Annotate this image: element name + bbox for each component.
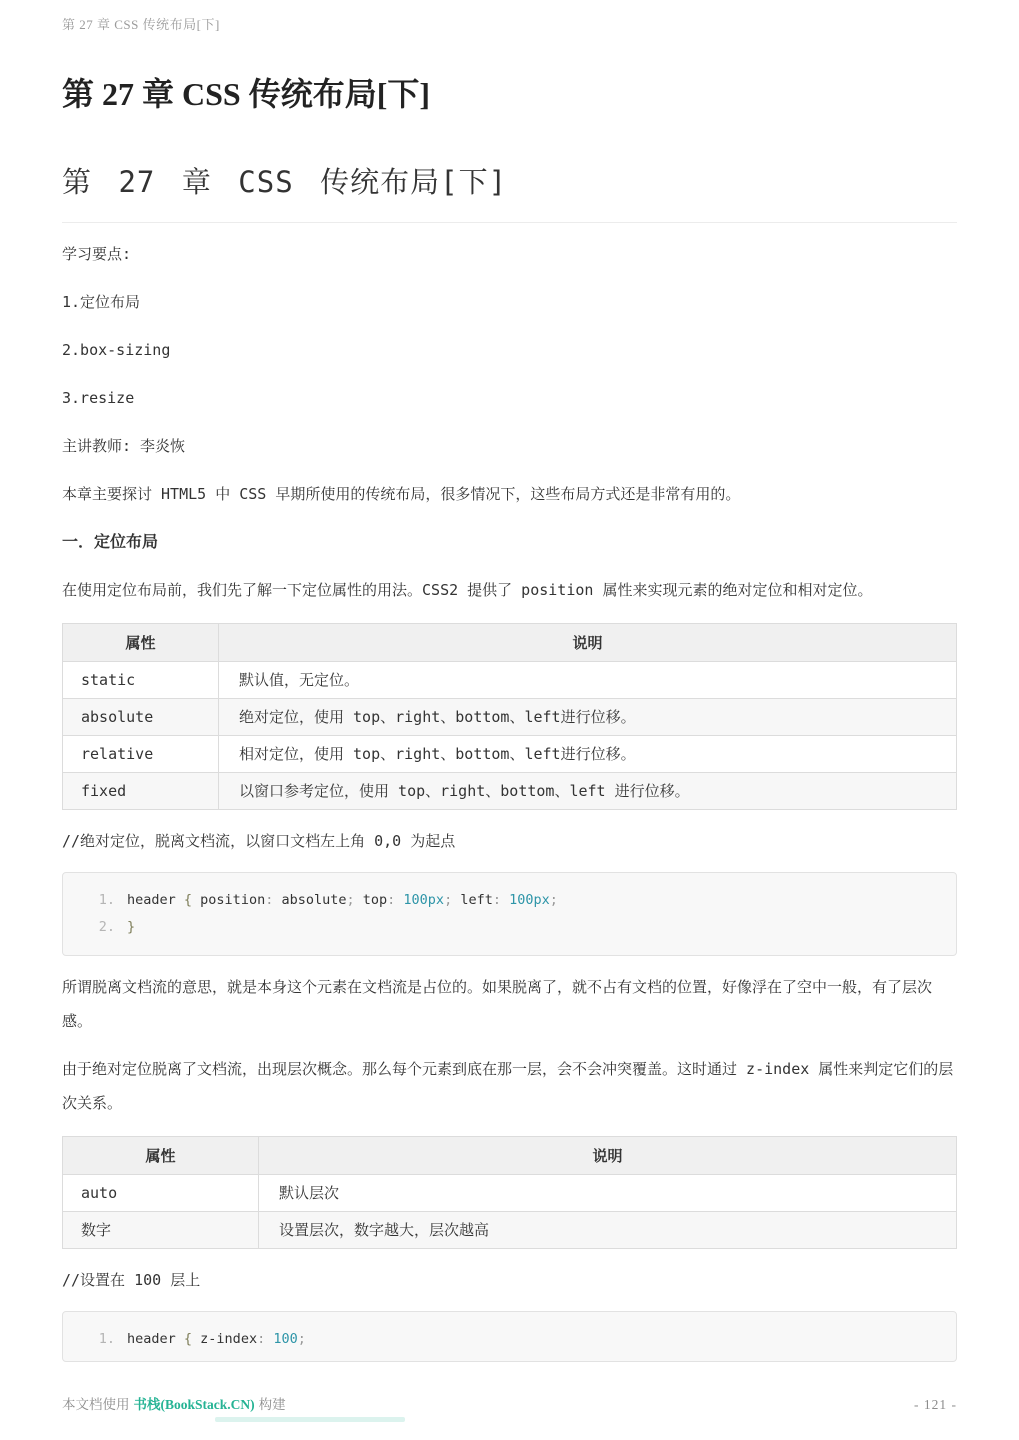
property-description: 默认值，无定位。	[219, 662, 957, 699]
property-value: 数字	[63, 1212, 259, 1249]
property-description: 绝对定位，使用 top、right、bottom、left进行位移。	[219, 699, 957, 736]
position-properties-table	[62, 623, 957, 810]
chapter-title-mono: 第 27 章 CSS 传统布局[下]	[62, 162, 957, 223]
footer-prefix: 本文档使用	[62, 1397, 130, 1412]
paragraph-zindex-intro: 由于绝对定位脱离了文档流，出现层次概念。那么每个元素到底在那一层，会不会冲突覆盖。这时通过 z-index 属性来判定它们的层次关系。	[62, 1060, 954, 1113]
table-row	[63, 699, 957, 736]
table-row	[63, 1175, 957, 1212]
footer-build-note	[62, 1393, 286, 1413]
property-value: auto	[63, 1175, 259, 1212]
line-number: 2.	[98, 919, 115, 936]
paragraph-document-flow: 所谓脱离文档流的意思，就是本身这个元素在文档流是占位的。如果脱离了，就不占有文档的位置，好像浮在了空中一般，有了层次感。	[62, 978, 933, 1031]
code-block-absolute-position	[62, 872, 957, 956]
section-heading-positioning: 一．定位布局	[62, 532, 159, 552]
teacher-line: 主讲教师: 李炎恢	[62, 437, 186, 456]
study-point-1: 1.定位布局	[62, 293, 141, 312]
property-description: 设置层次，数字越大，层次越高	[259, 1212, 957, 1249]
table-row	[63, 736, 957, 773]
zindex-values-table	[62, 1136, 957, 1249]
property-value: absolute	[63, 699, 219, 736]
table-header-row	[63, 624, 957, 662]
property-description: 相对定位，使用 top、right、bottom、left进行位移。	[219, 736, 957, 773]
property-value: static	[63, 662, 219, 699]
line-number: 1.	[98, 892, 115, 909]
code-comment-zindex: //设置在 100 层上	[62, 1271, 201, 1290]
table-row	[63, 773, 957, 810]
study-points-label: 学习要点:	[62, 245, 132, 264]
code-line: 1. header { position: absolute; top: 100px; left: 100px;	[91, 887, 932, 914]
column-header-property: 属性	[63, 624, 219, 662]
table-row	[63, 662, 957, 699]
property-description: 以窗口参考定位，使用 top、right、bottom、left 进行位移。	[219, 773, 957, 810]
bookstack-link[interactable]: 书栈(BookStack.CN)	[133, 1397, 255, 1412]
column-header-description: 说明	[259, 1137, 957, 1175]
code-line: 1. header { z-index: 100;	[91, 1326, 932, 1353]
study-point-3: 3.resize	[62, 389, 135, 408]
section-lead-paragraph: 在使用定位布局前，我们先了解一下定位属性的用法。CSS2 提供了 position 属性来实现元素的绝对定位和相对定位。	[62, 581, 873, 600]
line-number: 1.	[98, 1331, 115, 1348]
table-header-row	[63, 1137, 957, 1175]
running-header-title: 第 27 章 CSS 传统布局[下]	[62, 17, 220, 32]
property-value: fixed	[63, 773, 219, 810]
property-description: 默认层次	[259, 1175, 957, 1212]
code-comment-absolute: //绝对定位，脱离文档流，以窗口文档左上角 0,0 为起点	[62, 832, 456, 851]
footer-suffix: 构建	[258, 1397, 286, 1412]
page-footer	[62, 1393, 957, 1413]
table-row	[63, 1212, 957, 1249]
column-header-property: 属性	[63, 1137, 259, 1175]
property-value: relative	[63, 736, 219, 773]
study-point-2: 2.box-sizing	[62, 341, 171, 360]
code-block-zindex	[62, 1311, 957, 1362]
page-number: - 121 -	[914, 1397, 957, 1412]
link-underline-artifact	[215, 1417, 405, 1422]
chapter-overview: 本章主要探讨 HTML5 中 CSS 早期所使用的传统布局，很多情况下，这些布局方式还是非常有用的。	[62, 485, 741, 504]
chapter-title-serif: 第 27 章 CSS 传统布局[下]	[62, 76, 431, 112]
column-header-description: 说明	[219, 624, 957, 662]
code-line: 2. }	[91, 914, 932, 941]
